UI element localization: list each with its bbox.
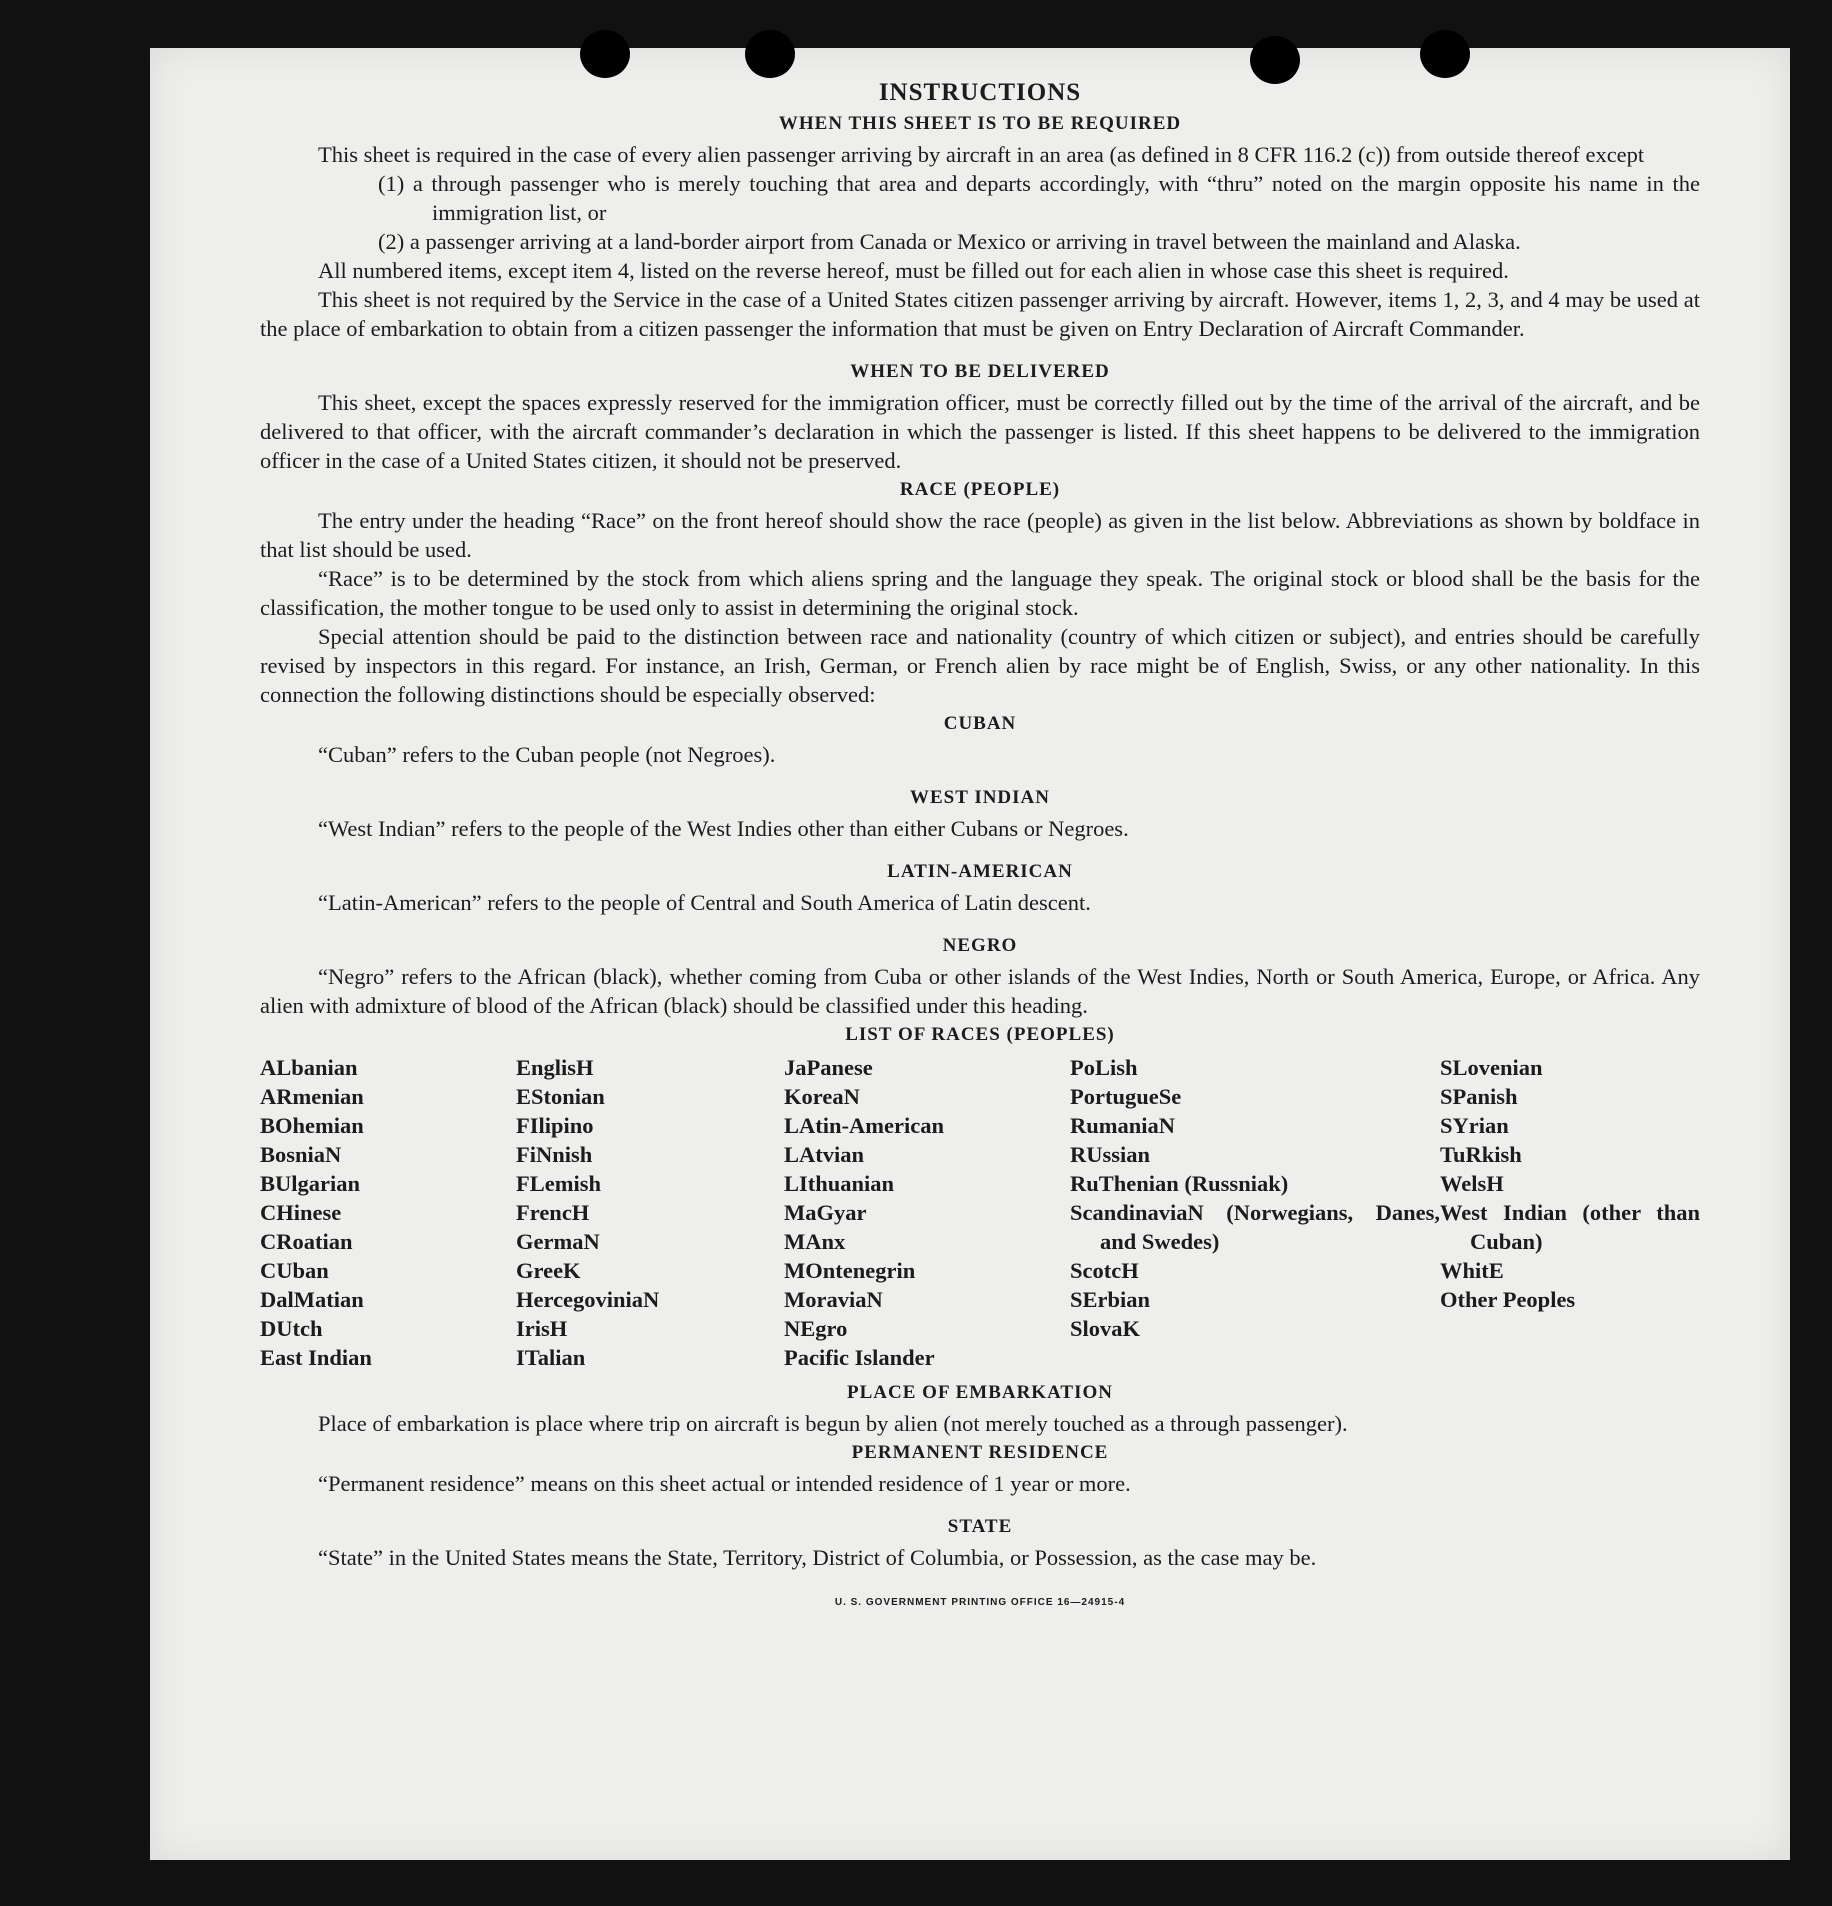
race-entry: BosniaN [260,1142,342,1167]
race-entry: HercegoviniaN [516,1287,660,1312]
section-heading-cuban: CUBAN [943,713,1017,734]
section-heading-delivered: WHEN TO BE DELIVERED [850,361,1110,382]
printer-imprint: U. S. GOVERNMENT PRINTING OFFICE 16—24915-4 [834,1597,1126,1608]
race-entry: ScandinaviaN (Norwegians, Danes, and Swedes) [1070,1200,1440,1254]
race-entry: CRoatian [260,1229,353,1254]
race-entry: Other Peoples [1440,1287,1576,1312]
race-entry: SErbian [1070,1287,1151,1312]
race-entry: SLovenian [1440,1055,1543,1080]
delivered-paragraph-1: This sheet, except the spaces expressly reserved for the immigration officer, must be correctly filled out by the time of the arrival of the aircraft, and be delivered to that officer, with the aircraft commander’s declaration in which the passenger is listed. If this sheet happens to be delivered to the immigration officer in the case of a United States citizen, it should not be preserved. [260,390,1700,473]
race-entry: LAtin-American [784,1113,944,1138]
race-entry: CHinese [260,1200,342,1225]
race-entry: MaGyar [784,1200,867,1225]
race-entry: GreeK [516,1258,581,1283]
race-entry: Pacific Islander [784,1345,935,1370]
races-column-4 [1070,1053,1440,1372]
race-entry: FLemish [516,1171,602,1196]
embarkation-paragraph: Place of embarkation is place where trip on aircraft is begun by alien (not merely touched as a through passenger). [318,1411,1348,1436]
document-sheet [150,48,1790,1860]
race-entry: MAnx [784,1229,846,1254]
residence-paragraph: “Permanent residence” means on this sheet actual or intended residence of 1 year or more. [318,1471,1131,1496]
race-entry: DalMatian [260,1287,364,1312]
section-heading-list-of-races: LIST OF RACES (PEOPLES) [845,1024,1115,1045]
race-entry: KoreaN [784,1084,860,1109]
race-paragraph-2: “Race” is to be determined by the stock from which aliens spring and the language they speak. The original stock or blood shall be the basis for the classification, the mother tongue to be used only to assist in determining the original stock. [260,566,1700,620]
race-entry: WhitE [1440,1258,1504,1283]
section-heading-embarkation: PLACE OF EMBARKATION [847,1382,1113,1403]
race-entry: BUlgarian [260,1171,361,1196]
race-entry: LIthuanian [784,1171,895,1196]
west-indian-paragraph: “West Indian” refers to the people of the West Indies other than either Cubans or Negroes. [318,816,1129,841]
race-entry: TuRkish [1440,1142,1522,1167]
race-entry: MoraviaN [784,1287,883,1312]
race-entry: GermaN [516,1229,600,1254]
punch-hole [1420,30,1470,78]
punch-hole [1250,36,1300,84]
race-entry: NEgro [784,1316,848,1341]
races-column-1 [260,1053,516,1372]
required-paragraph-2: All numbered items, except item 4, listed on the reverse hereof, must be filled out for each alien in whose case this sheet is required. [318,258,1509,283]
required-item-2: (2) a passenger arriving at a land-border airport from Canada or Mexico or arriving in travel between the mainland and Alaska. [378,229,1521,254]
instructions-content [260,78,1700,1617]
race-entry: ALbanian [260,1055,358,1080]
races-column-2 [516,1053,784,1372]
race-entry: ScotcH [1070,1258,1139,1283]
section-heading-latin-american: LATIN-AMERICAN [887,861,1073,882]
race-entry: IrisH [516,1316,568,1341]
race-entry: PoLish [1070,1055,1138,1080]
cuban-paragraph: “Cuban” refers to the Cuban people (not Negroes). [318,742,776,767]
race-entry: MOntenegrin [784,1258,916,1283]
race-entry: FrencH [516,1200,590,1225]
race-entry: CUban [260,1258,329,1283]
race-entry: SYrian [1440,1113,1509,1138]
section-heading-state: STATE [947,1516,1013,1537]
race-entry: ARmenian [260,1084,364,1109]
race-entry: SPanish [1440,1084,1518,1109]
state-paragraph: “State” in the United States means the State, Territory, District of Columbia, or Possession, as the case may be. [318,1545,1317,1570]
race-entry: RuThenian (Russniak) [1070,1171,1289,1196]
races-column-5 [1440,1053,1700,1372]
race-entry: ITalian [516,1345,586,1370]
race-entry: East Indian [260,1345,372,1370]
section-heading-west-indian: WEST INDIAN [910,787,1050,808]
section-heading-race: RACE (PEOPLE) [899,479,1061,500]
races-list [260,1053,1700,1372]
punch-hole [745,30,795,78]
race-entry: SlovaK [1070,1316,1141,1341]
races-column-3 [784,1053,1070,1372]
section-heading-residence: PERMANENT RESIDENCE [851,1442,1109,1463]
race-entry: JaPanese [784,1055,873,1080]
race-entry: West Indian (other than Cuban) [1440,1200,1700,1254]
required-item-1: (1) a through passenger who is merely touching that area and departs accordingly, with “thru” noted on the margin opposite his name in the immigration list, or [378,171,1700,225]
latin-american-paragraph: “Latin-American” refers to the people of Central and South America of Latin descent. [318,890,1091,915]
race-entry: FiNnish [516,1142,593,1167]
section-heading-required: WHEN THIS SHEET IS TO BE REQUIRED [778,113,1182,134]
race-entry: LAtvian [784,1142,865,1167]
section-heading-negro: NEGRO [942,935,1018,956]
required-paragraph-3: This sheet is not required by the Service in the case of a United States citizen passenger arriving by aircraft. However, items 1, 2, 3, and 4 may be used at the place of embarkation to obtain from a citizen passenger the information that must be given on Entry Declaration of Aircraft Commander. [260,287,1700,341]
race-entry: EnglisH [516,1055,594,1080]
race-entry: EStonian [516,1084,605,1109]
race-paragraph-1: The entry under the heading “Race” on the front hereof should show the race (people) as given in the list below. Abbreviations as shown by boldface in that list should be used. [260,508,1700,562]
race-entry: DUtch [260,1316,323,1341]
punch-hole [580,30,630,78]
race-entry: RUssian [1070,1142,1151,1167]
race-entry: FIlipino [516,1113,594,1138]
race-entry: BOhemian [260,1113,364,1138]
race-entry: RumaniaN [1070,1113,1176,1138]
negro-paragraph: “Negro” refers to the African (black), whether coming from Cuba or other islands of the West Indies, North or South America, Europe, or Africa. Any alien with admixture of blood of the African (black) should be classified under this heading. [260,964,1700,1018]
race-entry: PortugueSe [1070,1084,1182,1109]
race-paragraph-3: Special attention should be paid to the distinction between race and nationality (country of which citizen or subject), and entries should be carefully revised by inspectors in this regard. For instance, an Irish, German, or French alien by race might be of English, Swiss, or any other nationality. In this connection the following distinctions should be especially observed: [260,624,1700,707]
required-paragraph-1: This sheet is required in the case of every alien passenger arriving by aircraft in an area (as defined in 8 CFR 116.2 (c)) from outside thereof except [318,142,1645,167]
page-title: INSTRUCTIONS [878,79,1082,106]
race-entry: WelsH [1440,1171,1504,1196]
